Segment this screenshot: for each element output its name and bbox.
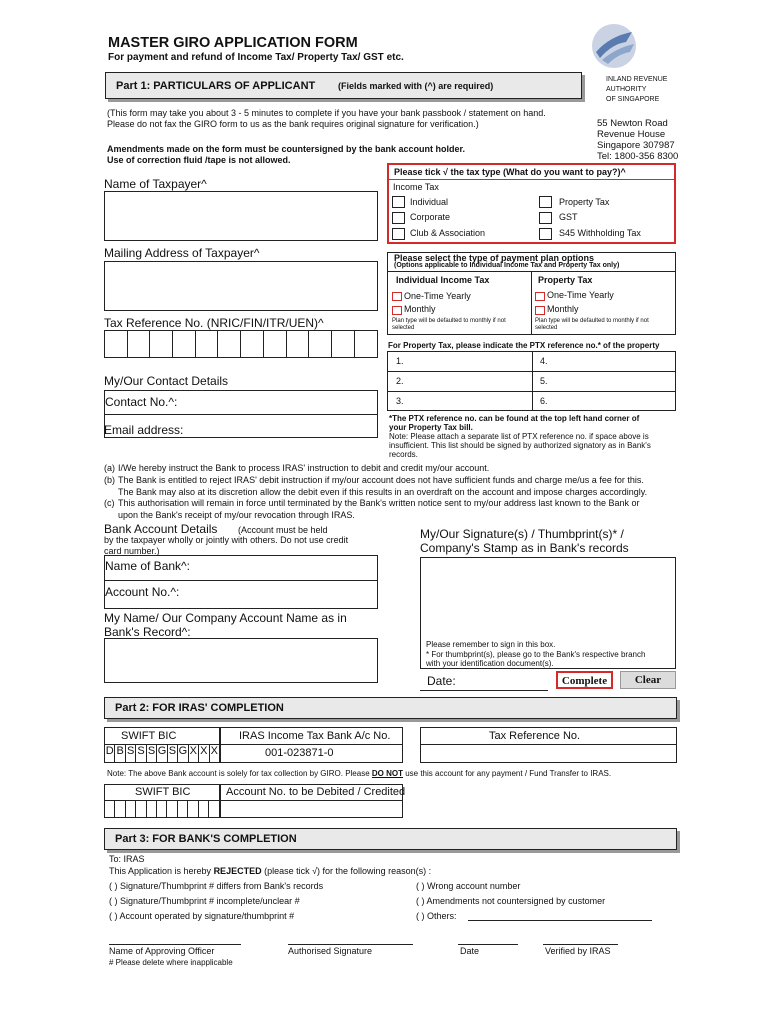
contact-number-label: Contact No.^: — [105, 395, 178, 409]
instruction-c-1: This authorisation will remain in force until terminated by the Bank's written notice sent to my/our address last known to the Bank or — [118, 498, 640, 508]
tax-type-heading: Please tick √ the tax type (What do you want to pay?)^ — [394, 167, 626, 177]
swift-char: X — [199, 745, 209, 762]
part2-title: Part 2: FOR IRAS' COMPLETION — [115, 702, 284, 714]
date-label: Date: — [427, 674, 456, 688]
form-subtitle: For payment and refund of Income Tax/ Property Tax/ GST etc. — [108, 52, 404, 63]
iras-account-label: IRAS Income Tax Bank A/c No. — [239, 730, 391, 742]
instruction-a: I/We hereby instruct the Bank to process IRAS' instruction to debit and credit my/our account. — [118, 463, 490, 473]
iit-default-note-1: Plan type will be defaulted to monthly if not — [392, 318, 506, 324]
email-input[interactable] — [190, 416, 376, 436]
authorised-signature-label: Authorised Signature — [288, 946, 373, 956]
org-name-1: INLAND REVENUE — [606, 76, 668, 83]
signature-title-2: Company's Stamp as in Bank's records — [420, 541, 629, 555]
ptx-one-time-label: One-Time Yearly — [547, 290, 614, 300]
ptx-one-time-checkbox[interactable] — [535, 292, 545, 301]
instruction-b-2: The Bank may also at its discretion allow the debit even if this results in an overdraft on the account and impose charges accordingly. — [118, 487, 648, 497]
email-label: Email address: — [104, 423, 184, 437]
bank-name-input[interactable] — [197, 558, 375, 578]
payment-plan-box — [387, 252, 676, 335]
bank-details-title: Bank Account Details — [104, 522, 218, 536]
signature-note-2: * For thumbprint(s), please go to the Bank's respective branch — [426, 650, 646, 659]
part1-title: Part 1: PARTICULARS OF APPLICANT — [116, 80, 316, 92]
signature-note-3: with your identification document(s). — [426, 659, 554, 668]
tax-reference-label: Tax Reference No. (NRIC/FIN/ITR/UEN)^ — [104, 316, 324, 330]
ptx-note-2: your Property Tax bill. — [389, 423, 473, 432]
swift-char: X — [189, 745, 199, 762]
address-line-2: Revenue House — [597, 129, 666, 140]
ptx-cell-2[interactable]: 2. — [396, 376, 404, 386]
ptx-note-4: insufficient. This list should be signed by authorized signatory as in Bank's — [389, 441, 651, 450]
part1-header — [105, 72, 582, 99]
reason-signature-incomplete[interactable]: ( ) Signature/Thumbprint # incomplete/unclear # — [109, 896, 300, 906]
warning-line-2: Use of correction fluid /tape is not allowed. — [107, 155, 291, 165]
ptx-heading: For Property Tax, please indicate the PTX reference no.* of the property — [388, 341, 660, 350]
intro-line-1: (This form may take you about 3 - 5 minutes to complete if you have your bank passbook / statement on hand. — [107, 108, 546, 118]
s45-checkbox[interactable] — [539, 228, 552, 240]
ptx-default-note-2: selected — [535, 325, 558, 331]
complete-button[interactable]: Complete — [556, 671, 613, 689]
swift-char: S — [136, 745, 146, 762]
individual-label: Individual — [410, 197, 449, 207]
swift-bic-input-2[interactable] — [105, 801, 219, 817]
reason-signature-differs[interactable]: ( ) Signature/Thumbprint # differs from Bank's records — [109, 881, 324, 891]
income-tax-label: Income Tax — [393, 182, 439, 192]
part2-note: Note: The above Bank account is solely for tax collection by GIRO. Please DO NOT use this account for any payment / Fund Transfer to IRAS. — [107, 769, 612, 778]
name-input[interactable] — [104, 191, 378, 241]
intro-line-2: Please do not fax the GIRO form to us as the bank requires original signature for verification.) — [107, 119, 479, 129]
ptx-table — [387, 351, 676, 411]
iit-monthly-label: Monthly — [404, 304, 436, 314]
ptx-cell-1[interactable]: 1. — [396, 356, 404, 366]
swift-code-cells — [105, 745, 219, 762]
contact-number-input[interactable] — [185, 393, 375, 412]
address-line-1: 55 Newton Road — [597, 118, 668, 129]
instruction-c-label: (c) — [104, 498, 115, 508]
others-input[interactable] — [468, 920, 652, 921]
ptx-cell-4[interactable]: 4. — [540, 356, 548, 366]
instruction-c-2: upon the Bank's receipt of my/our revocation through IRAS. — [118, 510, 355, 520]
iras-account-number: 001-023871-0 — [265, 747, 334, 759]
part3-header — [104, 828, 677, 850]
signature-box[interactable] — [420, 557, 676, 669]
org-name-2: AUTHORITY — [606, 86, 647, 93]
property-tax-plan-title: Property Tax — [538, 275, 593, 285]
payment-plan-subheading: (Options applicable to Individual Income Tax and Property Tax only) — [394, 262, 620, 269]
instruction-a-label: (a) — [104, 463, 115, 473]
club-checkbox[interactable] — [392, 228, 405, 240]
reason-account-operated[interactable]: ( ) Account operated by signature/thumbprint # — [109, 911, 295, 921]
gst-checkbox[interactable] — [539, 212, 552, 224]
s45-label: S45 Withholding Tax — [559, 228, 641, 238]
property-tax-label: Property Tax — [559, 197, 610, 207]
tax-type-box — [387, 163, 676, 244]
clear-button[interactable]: Clear — [620, 671, 676, 689]
ptx-monthly-label: Monthly — [547, 304, 579, 314]
debit-account-label: Account No. to be Debited / Credited — [226, 786, 406, 798]
bank-details-box — [104, 555, 378, 609]
bank-details-note-1: (Account must be held — [238, 525, 328, 535]
reason-amendments[interactable]: ( ) Amendments not countersigned by customer — [416, 896, 606, 906]
instruction-b-1: The Bank is entitled to reject IRAS' debit instruction if my/our account does not have sufficient funds and charge me/us a fee for this. — [118, 475, 644, 485]
payment-plan-heading: Please select the type of payment plan options — [394, 253, 595, 263]
org-name-3: OF SINGAPORE — [606, 96, 660, 103]
verified-by-iras-label: Verified by IRAS — [545, 946, 611, 956]
bank-name-label: Name of Bank^: — [105, 559, 191, 573]
iit-default-note-2: selected — [392, 325, 415, 331]
iit-monthly-checkbox[interactable] — [392, 306, 402, 315]
ptx-cell-5[interactable]: 5. — [540, 376, 548, 386]
form-title: MASTER GIRO APPLICATION FORM — [108, 35, 358, 51]
tax-reference-input[interactable] — [104, 330, 378, 358]
ptx-note-3: Note: Please attach a separate list of PTX reference no. if space above is — [389, 432, 649, 441]
signature-note-1: Please remember to sign in this box. — [426, 640, 556, 649]
swift-char: G — [178, 745, 188, 762]
swift-char: S — [147, 745, 157, 762]
swift-char: D — [105, 745, 115, 762]
part2-header — [104, 697, 677, 719]
ptx-cell-6[interactable]: 6. — [540, 396, 548, 406]
swift-char: G — [157, 745, 167, 762]
swift-char: S — [126, 745, 136, 762]
instruction-b-label: (b) — [104, 475, 115, 485]
address-line-3: Singapore 307987 — [597, 140, 675, 151]
debit-account-box[interactable] — [220, 784, 406, 818]
telephone: Tel: 1800-356 8300 — [597, 151, 679, 162]
corporate-checkbox[interactable] — [392, 212, 405, 224]
part2-tax-reference-label: Tax Reference No. — [489, 730, 581, 742]
part1-title-note: (Fields marked with (^) are required) — [338, 81, 494, 91]
part3-rejected: This Application is hereby REJECTED (please tick √) for the following reason(s) : — [109, 866, 432, 876]
individual-checkbox[interactable] — [392, 196, 405, 208]
corporate-label: Corporate — [410, 212, 451, 222]
account-name-label-2: Bank's Record^: — [104, 625, 191, 639]
swift-bic-label-2: SWIFT BIC — [135, 786, 191, 798]
swift-bic-box-2 — [104, 784, 220, 818]
name-label: Name of Taxpayer^ — [104, 177, 207, 191]
ptx-default-note-1: Plan type will be defaulted to monthly if not — [535, 318, 649, 324]
ptx-monthly-checkbox[interactable] — [535, 306, 545, 315]
swift-char: X — [210, 745, 218, 757]
bank-details-note-2: by the taxpayer wholly or jointly with others. Do not use credit — [104, 535, 349, 545]
date-input[interactable] — [420, 690, 548, 691]
ptx-note-1: *The PTX reference no. can be found at the top left hand corner of — [389, 414, 640, 423]
account-number-input[interactable] — [185, 583, 375, 605]
signature-title-1: My/Our Signature(s) / Thumbprint(s)* / — [420, 527, 624, 541]
contact-details-label: My/Our Contact Details — [104, 374, 229, 388]
ptx-cell-3[interactable]: 3. — [396, 396, 404, 406]
gst-label: GST — [559, 212, 578, 222]
warning-line-1: Amendments made on the form must be countersigned by the bank account holder. — [107, 144, 466, 154]
approving-officer-label: Name of Approving Officer — [109, 946, 215, 956]
bank-details-note-3: card number.) — [104, 546, 160, 556]
reason-wrong-account[interactable]: ( ) Wrong account number — [416, 881, 521, 891]
account-name-label-1: My Name/ Our Company Account Name as in — [104, 611, 347, 625]
account-number-label: Account No.^: — [105, 585, 180, 599]
iit-one-time-checkbox[interactable] — [392, 292, 402, 301]
swift-char: B — [115, 745, 125, 762]
club-label: Club & Association — [410, 228, 486, 238]
swift-bic-label: SWIFT BIC — [121, 730, 177, 742]
swift-bic-box — [104, 727, 220, 763]
individual-income-tax-title: Individual Income Tax — [396, 275, 490, 285]
mailing-address-input[interactable] — [104, 261, 378, 311]
property-tax-checkbox[interactable] — [539, 196, 552, 208]
reason-others[interactable]: ( ) Others: — [416, 911, 457, 921]
swift-char: S — [168, 745, 178, 762]
footnote: # Please delete where inapplicable — [109, 958, 233, 967]
part3-date-label: Date — [460, 946, 480, 956]
ptx-note-5: records. — [389, 450, 418, 459]
account-name-input[interactable] — [104, 638, 378, 683]
mailing-address-label: Mailing Address of Taxpayer^ — [104, 246, 260, 260]
iit-one-time-label: One-Time Yearly — [404, 291, 471, 301]
part3-title: Part 3: FOR BANK'S COMPLETION — [115, 833, 297, 845]
part3-to: To: IRAS — [109, 854, 145, 864]
iras-logo-icon — [590, 22, 638, 70]
part2-tax-reference-box[interactable] — [420, 727, 677, 763]
iras-account-box — [220, 727, 403, 763]
